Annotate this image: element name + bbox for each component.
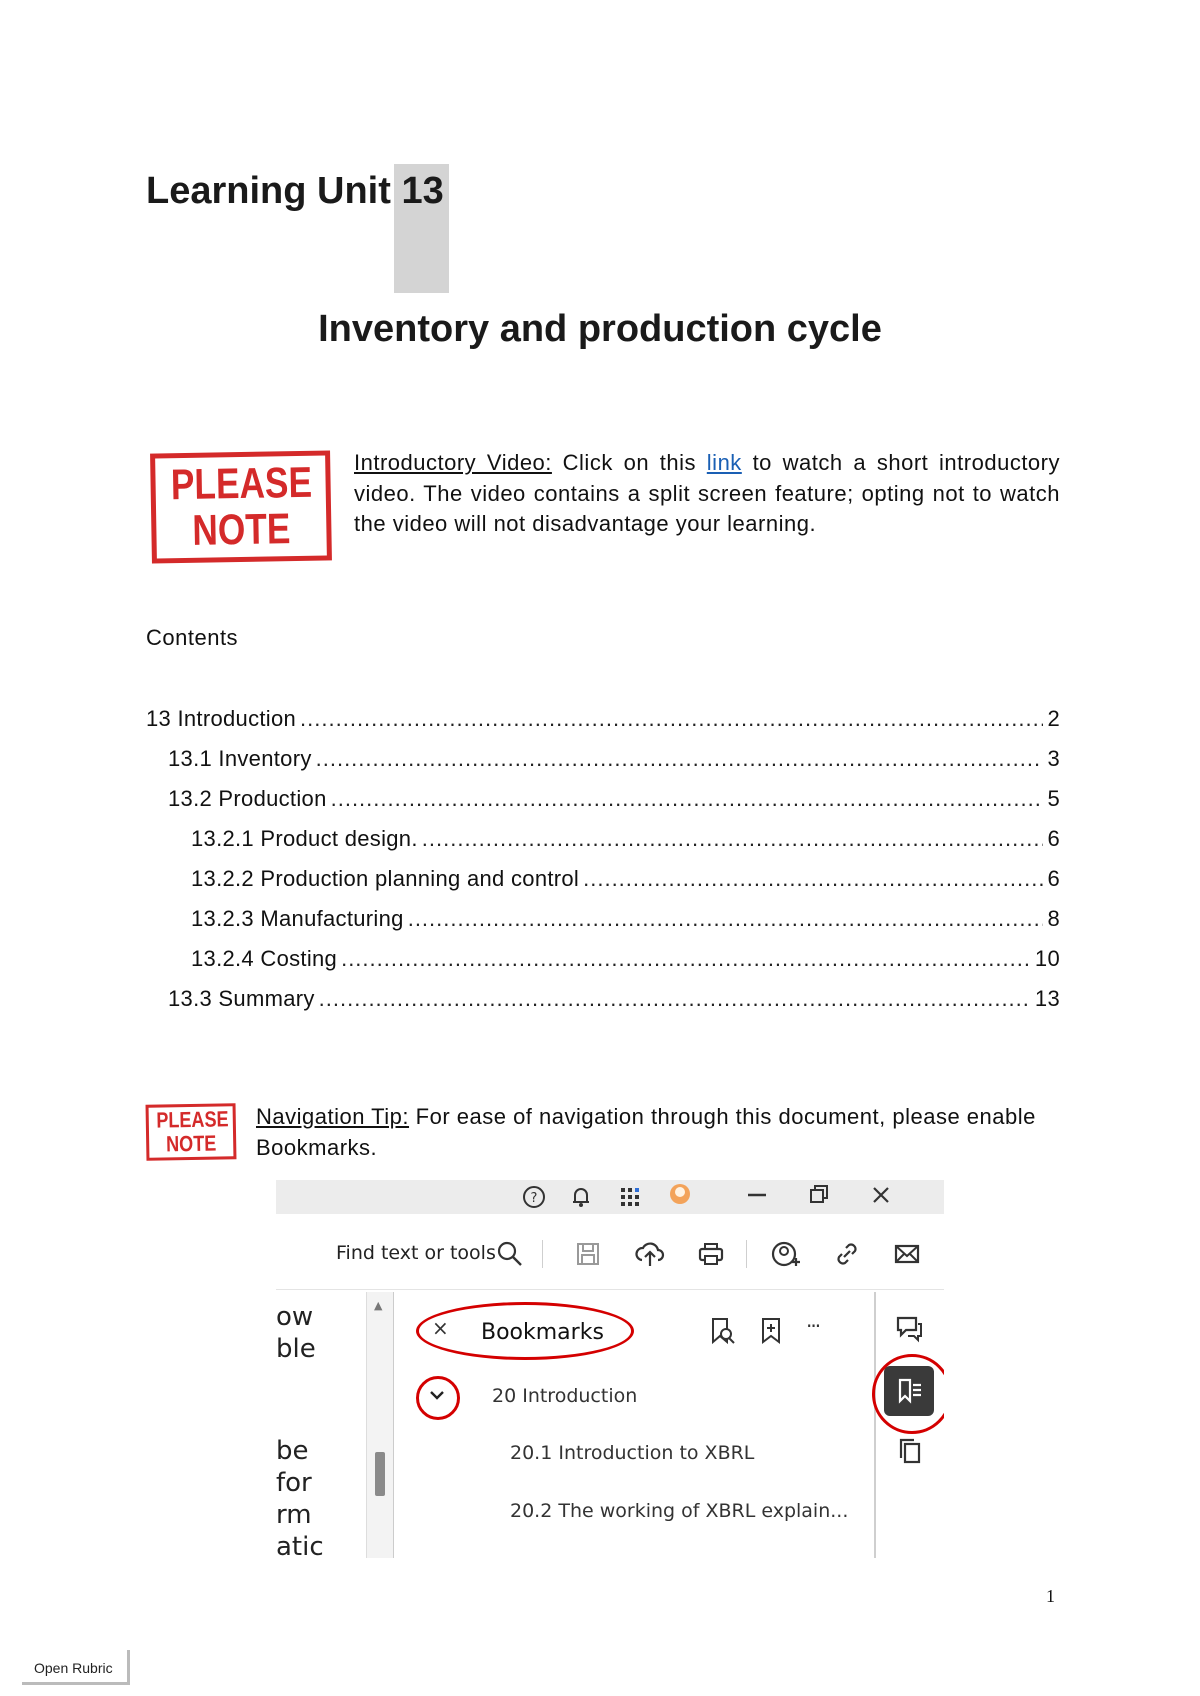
scroll-up-icon[interactable]: ▲ <box>374 1299 383 1312</box>
toc-leader-dots <box>316 746 1044 772</box>
search-icon[interactable] <box>496 1240 524 1273</box>
cloud-upload-icon[interactable] <box>634 1240 666 1273</box>
open-rubric-badge: Open Rubric <box>22 1650 130 1685</box>
stamp-line-please: PLEASE <box>156 1106 229 1133</box>
svg-text:?: ? <box>530 1191 538 1206</box>
toolbar-divider <box>746 1240 747 1268</box>
toc-leader-dots <box>319 986 1031 1012</box>
share-user-icon[interactable] <box>770 1240 802 1275</box>
toolbar-separator <box>276 1289 944 1290</box>
more-options-icon[interactable]: ··· <box>806 1314 820 1338</box>
navigation-tip-label: Navigation Tip: <box>256 1104 410 1129</box>
bell-icon <box>568 1184 594 1215</box>
unit-number-text: 13 <box>401 170 444 212</box>
toc-entry-page: 6 <box>1047 826 1060 851</box>
intro-video-note <box>354 448 1060 540</box>
page-scrollbar[interactable] <box>366 1292 394 1558</box>
toc-entry[interactable] <box>146 906 1060 946</box>
toc-entry-label: 13.2.3 Manufacturing <box>191 906 404 931</box>
toc-leader-dots <box>583 866 1043 892</box>
print-icon[interactable] <box>696 1240 726 1273</box>
toc-entry-label: 13.2 Production <box>168 786 327 811</box>
page-text-fragment: ow <box>276 1302 314 1332</box>
toc-entry-label: 13.2.4 Costing <box>191 946 338 971</box>
chevron-down-icon[interactable] <box>426 1384 448 1411</box>
toc-entry[interactable] <box>146 826 1060 866</box>
find-text-or-tools[interactable]: Find text or tools <box>336 1242 496 1264</box>
bookmark-item[interactable]: 20.2 The working of XBRL explain... <box>510 1500 849 1522</box>
minimize-icon[interactable] <box>744 1182 770 1213</box>
bookmark-search-icon[interactable] <box>708 1316 736 1351</box>
chapter-title: Inventory and production cycle <box>318 308 882 350</box>
close-panel-icon[interactable]: × <box>432 1316 449 1340</box>
link-icon[interactable] <box>832 1240 862 1273</box>
toc-entry-page: 5 <box>1047 786 1060 811</box>
toc-entry-page: 10 <box>1034 946 1060 971</box>
bookmark-item[interactable]: 20 Introduction <box>492 1385 638 1407</box>
toc-entry-label: 13 Introduction <box>146 706 297 731</box>
add-bookmark-icon[interactable] <box>758 1316 784 1351</box>
bookmarks-screenshot <box>276 1180 944 1558</box>
please-note-stamp-small <box>146 1103 237 1161</box>
unit-title <box>146 170 444 213</box>
page-text-fragment: for <box>276 1468 312 1498</box>
toc-entry[interactable] <box>146 706 1060 746</box>
bookmarks-button-highlight-ring <box>872 1354 944 1434</box>
page-text-fragment: ble <box>276 1334 316 1364</box>
toc-entry[interactable] <box>146 866 1060 906</box>
intro-video-link[interactable]: link <box>706 450 742 475</box>
scrollbar-thumb[interactable] <box>375 1452 385 1496</box>
window-titlebar <box>276 1180 944 1214</box>
unit-number <box>401 170 443 213</box>
bookmarks-panel-title: Bookmarks <box>481 1320 604 1345</box>
toc-entry-page: 3 <box>1047 746 1060 771</box>
toc-entry-page: 13 <box>1034 986 1060 1011</box>
page-text-fragment: rm <box>276 1500 312 1530</box>
toc-entry[interactable] <box>146 986 1060 1026</box>
bookmark-item[interactable]: 20.1 Introduction to XBRL <box>510 1442 755 1464</box>
navigation-tip <box>256 1102 1060 1163</box>
page-text-fragment: atic <box>276 1532 324 1558</box>
copy-pages-icon[interactable] <box>896 1436 924 1471</box>
toc-leader-dots <box>300 706 1043 732</box>
unit-title-prefix: Learning Unit <box>146 170 402 212</box>
toc-leader-dots <box>341 946 1031 972</box>
avatar-icon <box>666 1182 694 1215</box>
toc-leader-dots <box>408 906 1044 932</box>
intro-after-link: to watch a short introductory video. The video contains a split screen feature; opting not to watch the video will not disadvantage your learning. <box>354 450 1060 536</box>
contents-heading: Contents <box>146 625 239 650</box>
toc-entry-page: 2 <box>1047 706 1060 731</box>
toc-entry[interactable] <box>146 786 1060 826</box>
help-icon <box>521 1184 547 1215</box>
toolbar-divider <box>542 1240 543 1268</box>
save-icon[interactable] <box>574 1240 602 1273</box>
toc-entry-page: 8 <box>1047 906 1060 931</box>
stamp-line-please: PLEASE <box>170 458 313 510</box>
intro-before-link: Click on this <box>551 450 707 475</box>
toc-leader-dots <box>331 786 1044 812</box>
toc-leader-dots <box>422 826 1044 852</box>
panel-divider <box>874 1292 876 1558</box>
intro-video-label: Introductory Video: <box>354 450 552 475</box>
navigation-tip-text: For ease of navigation through this document, please enable Bookmarks. <box>256 1104 1036 1160</box>
please-note-stamp <box>150 450 332 563</box>
page-text-fragment: be <box>276 1436 309 1466</box>
page-number: 1 <box>1046 1586 1055 1606</box>
stamp-line-note: NOTE <box>192 505 291 555</box>
toc-entry-label: 13.2.1 Product design. <box>191 826 418 851</box>
stamp-line-note: NOTE <box>165 1130 217 1157</box>
table-of-contents <box>146 706 1060 1026</box>
toc-entry-label: 13.2.2 Production planning and control <box>191 866 580 891</box>
restore-icon[interactable] <box>806 1182 832 1213</box>
toc-entry-label: 13.1 Inventory <box>168 746 312 771</box>
toc-entry-label: 13.3 Summary <box>168 986 315 1011</box>
apps-grid-icon <box>618 1184 644 1215</box>
comments-icon[interactable] <box>894 1314 924 1349</box>
close-window-icon[interactable] <box>868 1182 894 1213</box>
email-icon[interactable] <box>892 1240 922 1273</box>
toc-entry[interactable] <box>146 746 1060 786</box>
toc-entry-page: 6 <box>1047 866 1060 891</box>
toc-entry[interactable] <box>146 946 1060 986</box>
